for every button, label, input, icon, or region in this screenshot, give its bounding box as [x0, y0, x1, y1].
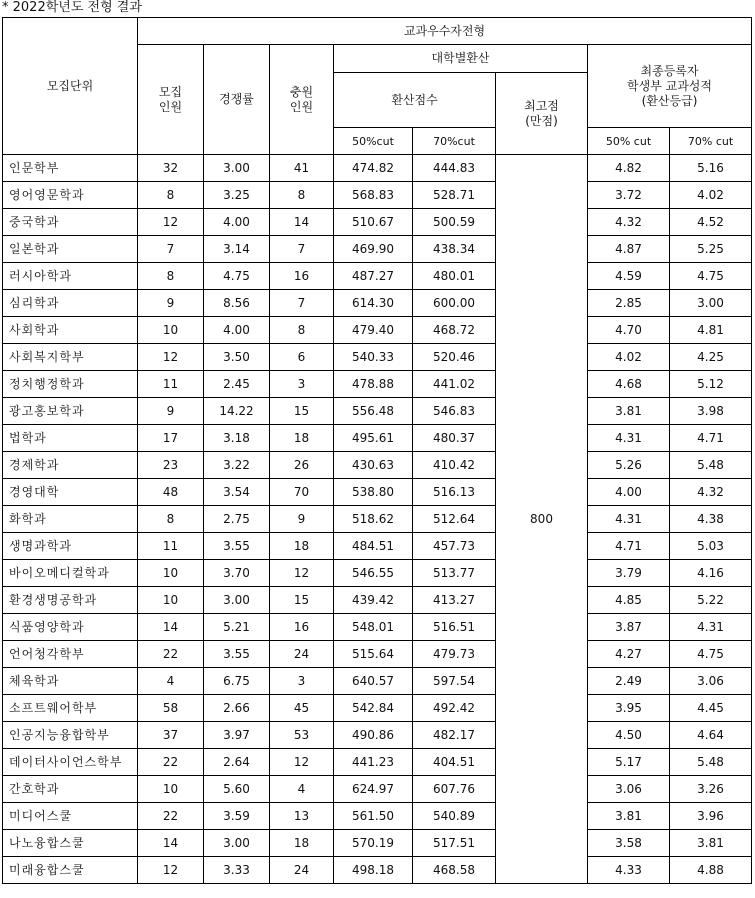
recruit-cell: 11: [138, 533, 204, 560]
score-cut70-cell: 516.13: [413, 479, 496, 506]
grade-cut50-cell: 4.02: [588, 344, 670, 371]
recruit-cell: 9: [138, 398, 204, 425]
table-row: [3, 614, 752, 641]
grade-cut70-cell: 5.25: [670, 236, 752, 263]
additional-cell: 8: [270, 317, 334, 344]
header-additional: 충원 인원: [270, 45, 334, 155]
score-cut70-cell: 546.83: [413, 398, 496, 425]
additional-cell: 4: [270, 776, 334, 803]
additional-cell: 9: [270, 506, 334, 533]
unit-name-cell: 경제학과: [3, 452, 138, 479]
header-cut70: 70%cut: [413, 128, 496, 155]
competition-cell: 3.18: [204, 425, 270, 452]
score-cut50-cell: 515.64: [334, 641, 413, 668]
additional-cell: 13: [270, 803, 334, 830]
recruit-cell: 10: [138, 776, 204, 803]
table-row: [3, 830, 752, 857]
grade-cut70-cell: 4.75: [670, 263, 752, 290]
additional-cell: 15: [270, 587, 334, 614]
grade-cut70-cell: 4.88: [670, 857, 752, 884]
score-cut50-cell: 474.82: [334, 155, 413, 182]
score-cut70-cell: 512.64: [413, 506, 496, 533]
score-cut70-cell: 482.17: [413, 722, 496, 749]
competition-cell: 2.45: [204, 371, 270, 398]
additional-cell: 45: [270, 695, 334, 722]
header-unit: 모집단위: [3, 18, 138, 155]
recruit-cell: 10: [138, 317, 204, 344]
grade-cut70-cell: 5.48: [670, 749, 752, 776]
unit-name-cell: 법학과: [3, 425, 138, 452]
additional-cell: 3: [270, 668, 334, 695]
score-cut50-cell: 510.67: [334, 209, 413, 236]
table-row: [3, 398, 752, 425]
grade-cut70-cell: 4.31: [670, 614, 752, 641]
score-cut50-cell: 540.33: [334, 344, 413, 371]
grade-cut50-cell: 3.87: [588, 614, 670, 641]
recruit-cell: 22: [138, 641, 204, 668]
additional-cell: 12: [270, 560, 334, 587]
competition-cell: 5.60: [204, 776, 270, 803]
grade-cut70-cell: 3.06: [670, 668, 752, 695]
competition-cell: 4.00: [204, 209, 270, 236]
grade-cut70-cell: 5.16: [670, 155, 752, 182]
score-cut70-cell: 517.51: [413, 830, 496, 857]
grade-cut50-cell: 4.31: [588, 506, 670, 533]
score-cut70-cell: 597.54: [413, 668, 496, 695]
grade-cut70-cell: 4.75: [670, 641, 752, 668]
competition-cell: 3.55: [204, 533, 270, 560]
additional-cell: 15: [270, 398, 334, 425]
score-cut50-cell: 430.63: [334, 452, 413, 479]
additional-cell: 18: [270, 533, 334, 560]
additional-cell: 18: [270, 830, 334, 857]
table-row: [3, 749, 752, 776]
score-cut70-cell: 444.83: [413, 155, 496, 182]
header-cut50: 50%cut: [334, 128, 413, 155]
competition-cell: 3.00: [204, 155, 270, 182]
table-row: [3, 722, 752, 749]
unit-name-cell: 화학과: [3, 506, 138, 533]
table-row: [3, 344, 752, 371]
grade-cut50-cell: 3.95: [588, 695, 670, 722]
score-cut50-cell: 498.18: [334, 857, 413, 884]
recruit-cell: 12: [138, 209, 204, 236]
table-row: [3, 506, 752, 533]
competition-cell: 3.55: [204, 641, 270, 668]
additional-cell: 7: [270, 236, 334, 263]
recruit-cell: 12: [138, 857, 204, 884]
additional-cell: 14: [270, 209, 334, 236]
competition-cell: 2.75: [204, 506, 270, 533]
table-row: [3, 776, 752, 803]
score-cut70-cell: 492.42: [413, 695, 496, 722]
grade-cut70-cell: 3.98: [670, 398, 752, 425]
grade-cut50-cell: 4.82: [588, 155, 670, 182]
grade-cut50-cell: 3.81: [588, 803, 670, 830]
grade-cut70-cell: 5.12: [670, 371, 752, 398]
recruit-cell: 37: [138, 722, 204, 749]
grade-cut50-cell: 4.27: [588, 641, 670, 668]
score-cut70-cell: 513.77: [413, 560, 496, 587]
grade-cut50-cell: 4.32: [588, 209, 670, 236]
unit-name-cell: 식품영양학과: [3, 614, 138, 641]
competition-cell: 3.54: [204, 479, 270, 506]
recruit-cell: 23: [138, 452, 204, 479]
unit-name-cell: 소프트웨어학부: [3, 695, 138, 722]
table-row: [3, 290, 752, 317]
score-cut50-cell: 538.80: [334, 479, 413, 506]
grade-cut70-cell: 4.52: [670, 209, 752, 236]
additional-cell: 24: [270, 857, 334, 884]
recruit-cell: 9: [138, 290, 204, 317]
table-row: [3, 641, 752, 668]
grade-cut50-cell: 3.81: [588, 398, 670, 425]
table-row: [3, 425, 752, 452]
grade-cut50-cell: 2.85: [588, 290, 670, 317]
grade-cut70-cell: 4.64: [670, 722, 752, 749]
recruit-cell: 4: [138, 668, 204, 695]
header-track: 교과우수자전형: [138, 18, 752, 45]
header-converted-score: 환산점수: [334, 73, 496, 128]
score-cut50-cell: 439.42: [334, 587, 413, 614]
score-cut50-cell: 478.88: [334, 371, 413, 398]
score-cut50-cell: 484.51: [334, 533, 413, 560]
competition-cell: 3.00: [204, 587, 270, 614]
recruit-cell: 8: [138, 182, 204, 209]
unit-name-cell: 경영대학: [3, 479, 138, 506]
score-cut70-cell: 457.73: [413, 533, 496, 560]
competition-cell: 2.64: [204, 749, 270, 776]
competition-cell: 3.25: [204, 182, 270, 209]
additional-cell: 41: [270, 155, 334, 182]
grade-cut50-cell: 5.26: [588, 452, 670, 479]
recruit-cell: 32: [138, 155, 204, 182]
score-cut70-cell: 600.00: [413, 290, 496, 317]
score-cut70-cell: 468.72: [413, 317, 496, 344]
header-recruit: 모집 인원: [138, 45, 204, 155]
recruit-cell: 10: [138, 560, 204, 587]
score-cut50-cell: 614.30: [334, 290, 413, 317]
competition-cell: 3.33: [204, 857, 270, 884]
table-row: [3, 803, 752, 830]
score-cut50-cell: 556.48: [334, 398, 413, 425]
unit-name-cell: 나노융합스쿨: [3, 830, 138, 857]
competition-cell: 3.70: [204, 560, 270, 587]
unit-name-cell: 데이터사이언스학부: [3, 749, 138, 776]
score-cut70-cell: 520.46: [413, 344, 496, 371]
score-cut70-cell: 607.76: [413, 776, 496, 803]
score-cut50-cell: 624.97: [334, 776, 413, 803]
table-row: [3, 209, 752, 236]
additional-cell: 26: [270, 452, 334, 479]
table-row: [3, 560, 752, 587]
grade-cut50-cell: 4.00: [588, 479, 670, 506]
table-body: [3, 155, 752, 884]
score-cut50-cell: 469.90: [334, 236, 413, 263]
score-cut50-cell: 548.01: [334, 614, 413, 641]
table-row: [3, 668, 752, 695]
competition-cell: 2.66: [204, 695, 270, 722]
score-cut50-cell: 570.19: [334, 830, 413, 857]
competition-cell: 4.75: [204, 263, 270, 290]
additional-cell: 24: [270, 641, 334, 668]
score-cut70-cell: 413.27: [413, 587, 496, 614]
score-cut70-cell: 480.37: [413, 425, 496, 452]
score-cut70-cell: 410.42: [413, 452, 496, 479]
admission-results-table: [2, 17, 752, 884]
header-grade-cut50: 50% cut: [588, 128, 670, 155]
table-row: [3, 695, 752, 722]
grade-cut50-cell: 4.31: [588, 425, 670, 452]
competition-cell: 4.00: [204, 317, 270, 344]
grade-cut50-cell: 3.79: [588, 560, 670, 587]
header-final-grades: 최종등록자 학생부 교과성적 (환산등급): [588, 45, 752, 128]
competition-cell: 6.75: [204, 668, 270, 695]
grade-cut50-cell: 4.87: [588, 236, 670, 263]
additional-cell: 3: [270, 371, 334, 398]
unit-name-cell: 러시아학과: [3, 263, 138, 290]
additional-cell: 12: [270, 749, 334, 776]
unit-name-cell: 언어청각학부: [3, 641, 138, 668]
score-cut50-cell: 542.84: [334, 695, 413, 722]
unit-name-cell: 간호학과: [3, 776, 138, 803]
grade-cut50-cell: 3.06: [588, 776, 670, 803]
score-cut70-cell: 500.59: [413, 209, 496, 236]
grade-cut70-cell: 3.26: [670, 776, 752, 803]
grade-cut50-cell: 4.70: [588, 317, 670, 344]
score-cut50-cell: 568.83: [334, 182, 413, 209]
table-row: [3, 587, 752, 614]
additional-cell: 6: [270, 344, 334, 371]
score-cut70-cell: 480.01: [413, 263, 496, 290]
score-cut50-cell: 490.86: [334, 722, 413, 749]
unit-name-cell: 생명과학과: [3, 533, 138, 560]
score-cut50-cell: 441.23: [334, 749, 413, 776]
additional-cell: 18: [270, 425, 334, 452]
recruit-cell: 10: [138, 587, 204, 614]
unit-name-cell: 심리학과: [3, 290, 138, 317]
recruit-cell: 8: [138, 506, 204, 533]
grade-cut70-cell: 5.03: [670, 533, 752, 560]
grade-cut50-cell: 4.33: [588, 857, 670, 884]
score-cut50-cell: 495.61: [334, 425, 413, 452]
competition-cell: 3.00: [204, 830, 270, 857]
score-cut70-cell: 404.51: [413, 749, 496, 776]
score-cut70-cell: 540.89: [413, 803, 496, 830]
grade-cut70-cell: 3.81: [670, 830, 752, 857]
competition-cell: 3.14: [204, 236, 270, 263]
unit-name-cell: 인문학부: [3, 155, 138, 182]
table-row: [3, 182, 752, 209]
grade-cut70-cell: 5.48: [670, 452, 752, 479]
grade-cut70-cell: 4.38: [670, 506, 752, 533]
score-cut50-cell: 546.55: [334, 560, 413, 587]
competition-cell: 3.22: [204, 452, 270, 479]
table-row: [3, 236, 752, 263]
table-row: [3, 533, 752, 560]
unit-name-cell: 영어영문학과: [3, 182, 138, 209]
unit-name-cell: 바이오메디컬학과: [3, 560, 138, 587]
additional-cell: 53: [270, 722, 334, 749]
additional-cell: 70: [270, 479, 334, 506]
grade-cut70-cell: 5.22: [670, 587, 752, 614]
grade-cut50-cell: 5.17: [588, 749, 670, 776]
score-cut70-cell: 438.34: [413, 236, 496, 263]
grade-cut50-cell: 4.59: [588, 263, 670, 290]
score-cut70-cell: 528.71: [413, 182, 496, 209]
grade-cut50-cell: 4.71: [588, 533, 670, 560]
grade-cut70-cell: 4.25: [670, 344, 752, 371]
recruit-cell: 8: [138, 263, 204, 290]
recruit-cell: 48: [138, 479, 204, 506]
grade-cut70-cell: 4.16: [670, 560, 752, 587]
grade-cut70-cell: 4.45: [670, 695, 752, 722]
unit-name-cell: 미디어스쿨: [3, 803, 138, 830]
header-conversion-group: 대학별환산: [334, 45, 588, 73]
table-row: [3, 317, 752, 344]
competition-cell: 3.59: [204, 803, 270, 830]
competition-cell: 3.97: [204, 722, 270, 749]
recruit-cell: 12: [138, 344, 204, 371]
competition-cell: 5.21: [204, 614, 270, 641]
score-cut50-cell: 640.57: [334, 668, 413, 695]
score-cut70-cell: 468.58: [413, 857, 496, 884]
table-row: [3, 452, 752, 479]
table-row: [3, 263, 752, 290]
grade-cut70-cell: 4.71: [670, 425, 752, 452]
score-cut70-cell: 441.02: [413, 371, 496, 398]
grade-cut50-cell: 3.72: [588, 182, 670, 209]
grade-cut70-cell: 3.00: [670, 290, 752, 317]
recruit-cell: 17: [138, 425, 204, 452]
grade-cut50-cell: 3.58: [588, 830, 670, 857]
score-cut70-cell: 516.51: [413, 614, 496, 641]
score-cut50-cell: 561.50: [334, 803, 413, 830]
header-max-score: 최고점 (만점): [496, 73, 588, 155]
header-grade-cut70: 70% cut: [670, 128, 752, 155]
unit-name-cell: 사회학과: [3, 317, 138, 344]
unit-name-cell: 광고홍보학과: [3, 398, 138, 425]
score-cut50-cell: 479.40: [334, 317, 413, 344]
additional-cell: 7: [270, 290, 334, 317]
recruit-cell: 14: [138, 614, 204, 641]
competition-cell: 3.50: [204, 344, 270, 371]
table-caption: * 2022학년도 전형 결과: [2, 0, 142, 15]
recruit-cell: 14: [138, 830, 204, 857]
unit-name-cell: 정치행정학과: [3, 371, 138, 398]
grade-cut70-cell: 3.96: [670, 803, 752, 830]
grade-cut50-cell: 4.50: [588, 722, 670, 749]
unit-name-cell: 사회복지학부: [3, 344, 138, 371]
grade-cut50-cell: 4.85: [588, 587, 670, 614]
competition-cell: 8.56: [204, 290, 270, 317]
score-cut50-cell: 518.62: [334, 506, 413, 533]
grade-cut50-cell: 2.49: [588, 668, 670, 695]
recruit-cell: 11: [138, 371, 204, 398]
additional-cell: 16: [270, 263, 334, 290]
score-cut50-cell: 487.27: [334, 263, 413, 290]
max-score-cell: 800: [496, 155, 588, 884]
additional-cell: 16: [270, 614, 334, 641]
recruit-cell: 7: [138, 236, 204, 263]
grade-cut70-cell: 4.02: [670, 182, 752, 209]
unit-name-cell: 환경생명공학과: [3, 587, 138, 614]
recruit-cell: 58: [138, 695, 204, 722]
table-row: [3, 857, 752, 884]
header-competition: 경쟁률: [204, 45, 270, 155]
unit-name-cell: 일본학과: [3, 236, 138, 263]
grade-cut70-cell: 4.32: [670, 479, 752, 506]
grade-cut50-cell: 4.68: [588, 371, 670, 398]
unit-name-cell: 미래융합스쿨: [3, 857, 138, 884]
competition-cell: 14.22: [204, 398, 270, 425]
unit-name-cell: 중국학과: [3, 209, 138, 236]
additional-cell: 8: [270, 182, 334, 209]
table-row: [3, 479, 752, 506]
table-row: [3, 371, 752, 398]
table-row: [3, 155, 752, 182]
recruit-cell: 22: [138, 803, 204, 830]
grade-cut70-cell: 4.81: [670, 317, 752, 344]
unit-name-cell: 인공지능융합학부: [3, 722, 138, 749]
recruit-cell: 22: [138, 749, 204, 776]
unit-name-cell: 체육학과: [3, 668, 138, 695]
score-cut70-cell: 479.73: [413, 641, 496, 668]
